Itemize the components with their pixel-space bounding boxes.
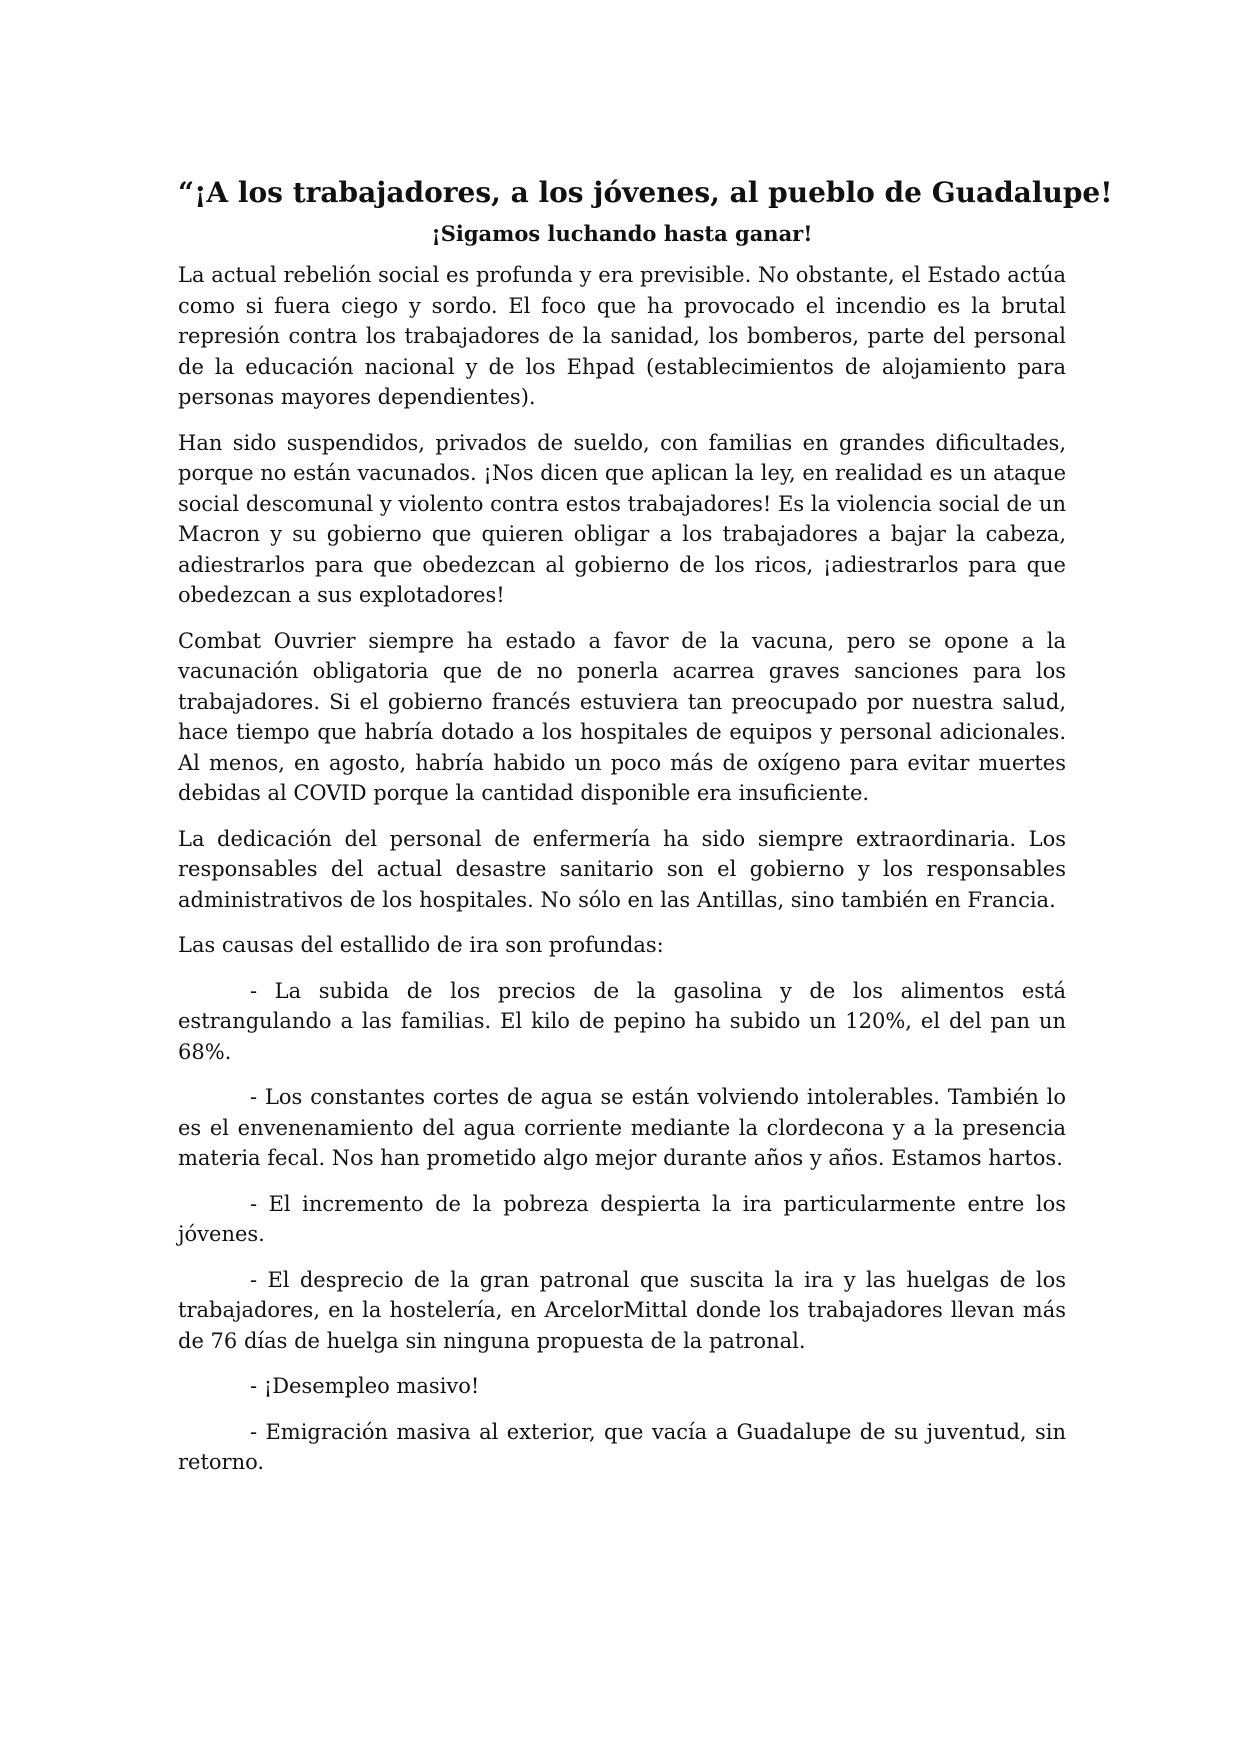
causes-intro: Las causas del estallido de ira son profundas: xyxy=(178,933,664,957)
document-subtitle: ¡Sigamos luchando hasta ganar! xyxy=(431,221,813,246)
cause-item: - El desprecio de la gran patronal que suscita la ira y las huelgas de los trabajadores, en la hostelería, en ArcelorMittal donde los trabajadores llevan más de 76 días de huelga sin ninguna propuesta de la patronal. xyxy=(178,1267,1066,1353)
cause-item: - ¡Desempleo masivo! xyxy=(250,1374,480,1398)
paragraph: Combat Ouvrier siempre ha estado a favor de la vacuna, pero se opone a la vacunación obligatoria que de no ponerla acarrea graves sanciones para los trabajadores. Si el gobierno francés estuviera tan preocupado por nuestra salud, hace tiempo que habría dotado a los hospitales de equipos y personal adicionales. Al menos, en agosto, habría habido un poco más de oxígeno para evitar muertes debidas al COVID porque la cantidad disponible era insuficiente. xyxy=(178,628,1066,805)
document-title: “¡A los trabajadores, a los jóvenes, al pueblo de Guadalupe! xyxy=(178,176,1113,209)
paragraph: La actual rebelión social es profunda y era previsible. No obstante, el Estado actúa como si fuera ciego y sordo. El foco que ha provocado el incendio es la brutal represión contra los trabajadores de la sanidad, los bomberos, parte del personal de la educación nacional y de los Ehpad (establecimientos de alojamiento para personas mayores dependientes). xyxy=(178,263,1066,409)
cause-item: - El incremento de la pobreza despierta la ira particularmente entre los jóvenes. xyxy=(178,1191,1066,1246)
document-page xyxy=(178,172,1113,1493)
cause-item: - La subida de los precios de la gasolina y de los alimentos está estrangulando a las familias. El kilo de pepino ha subido un 120%, el del pan un 68%. xyxy=(178,978,1066,1064)
paragraph: La dedicación del personal de enfermería ha sido siempre extraordinaria. Los responsables del actual desastre sanitario son el gobierno y los responsables administrativos de los hospitales. No sólo en las Antillas, sino también en Francia. xyxy=(178,826,1066,912)
cause-item: - Los constantes cortes de agua se están volviendo intolerables. También lo es el envenenamiento del agua corriente mediante la clordecona y a la presencia materia fecal. Nos han prometido algo mejor durante años y años. Estamos hartos. xyxy=(178,1085,1066,1170)
paragraph: Han sido suspendidos, privados de sueldo, con familias en grandes dificultades, porque no están vacunados. ¡Nos dicen que aplican la ley, en realidad es un ataque social descomunal y violento contra estos trabajadores! Es la violencia social de un Macron y su gobierno que quieren obligar a los trabajadores a bajar la cabeza, adiestrarlos para que obedezcan al gobierno de los ricos, ¡adiestrarlos para que obedezcan a sus explotadores! xyxy=(178,430,1066,607)
cause-item: - Emigración masiva al exterior, que vacía a Guadalupe de su juventud, sin retorno. xyxy=(178,1419,1066,1474)
